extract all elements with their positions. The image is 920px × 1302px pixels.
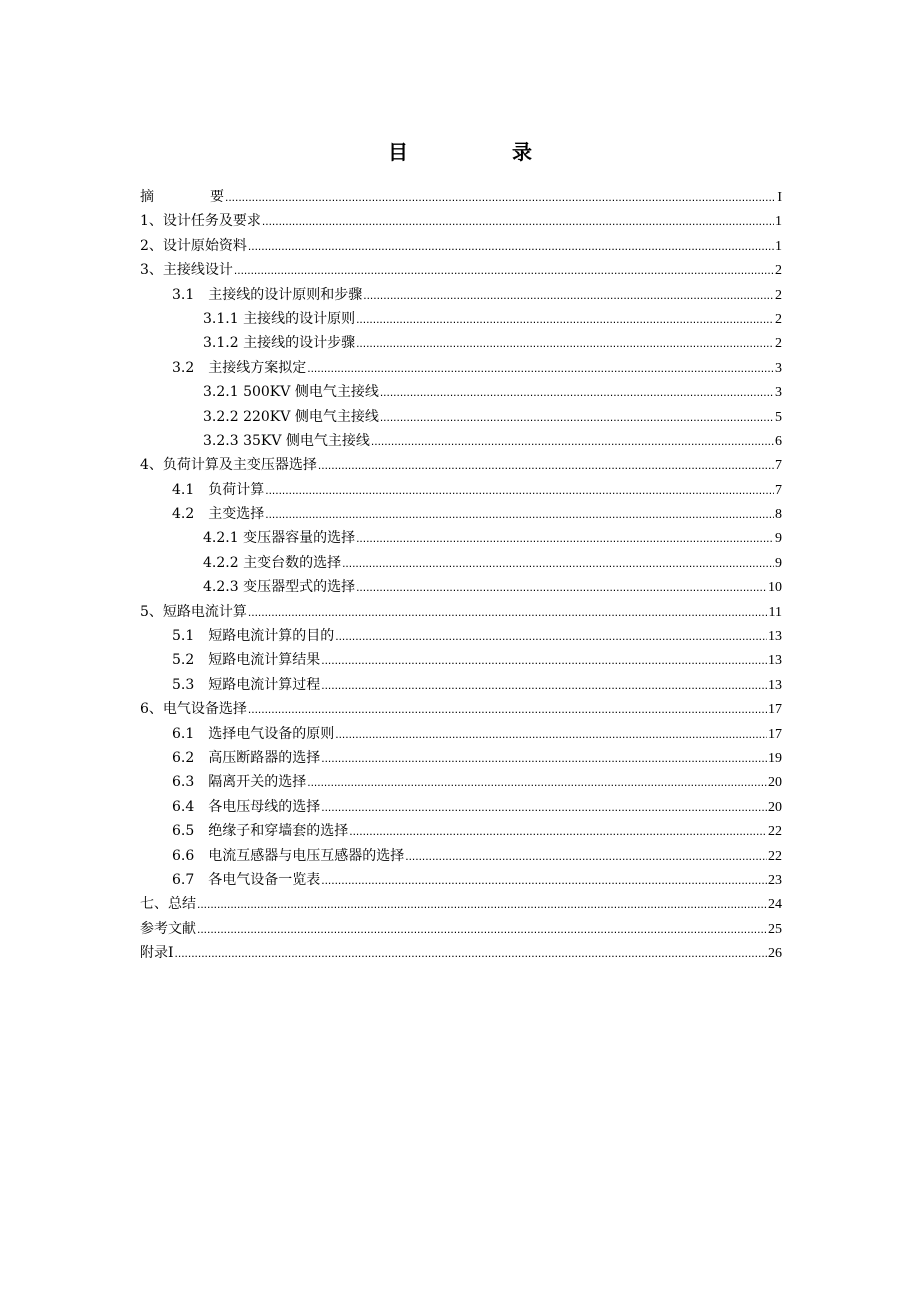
toc-entry-page-number: 6	[775, 433, 782, 449]
toc-entry[interactable]	[140, 674, 782, 698]
toc-entry-label: 摘 要	[140, 189, 224, 205]
toc-entry-page-number: 20	[768, 799, 782, 815]
toc-entry-page-number: 5	[775, 409, 782, 425]
toc-entry-page-number: 17	[768, 726, 782, 742]
toc-entry[interactable]	[140, 454, 782, 478]
toc-leader-dots	[321, 678, 767, 692]
toc-leader-dots	[380, 385, 774, 399]
toc-entry[interactable]	[140, 771, 782, 795]
toc-entry-page-number: 13	[768, 653, 782, 669]
toc-leader-dots	[318, 458, 774, 472]
toc-leader-dots	[380, 410, 774, 424]
toc-entry-label: 6.4 各电压母线的选择	[172, 798, 321, 815]
toc-leader-dots	[363, 288, 774, 302]
toc-leader-dots	[342, 556, 774, 570]
toc-leader-dots	[307, 361, 774, 375]
toc-entry[interactable]	[140, 796, 782, 820]
toc-entry-label: 1、设计任务及要求	[140, 213, 261, 230]
toc-entry-page-number: 2	[775, 336, 782, 352]
toc-entry-label: 5.2 短路电流计算结果	[172, 652, 321, 669]
toc-entry[interactable]	[140, 942, 782, 966]
toc-entry[interactable]	[140, 503, 782, 527]
toc-entry-label: 3.2.1 500KV 侧电气主接线	[203, 384, 379, 401]
toc-leader-dots	[349, 824, 767, 838]
toc-leader-dots	[371, 434, 774, 448]
toc-entry[interactable]	[140, 235, 782, 259]
toc-entry[interactable]	[140, 357, 782, 381]
toc-entry-label: 6.2 高压断路器的选择	[172, 749, 321, 766]
toc-leader-dots	[321, 800, 767, 814]
toc-entry-label: 6.5 绝缘子和穿墙套的选择	[172, 823, 349, 840]
toc-entry-label: 6.7 各电气设备一览表	[172, 871, 321, 888]
toc-entry-label: 2、设计原始资料	[140, 237, 247, 254]
toc-entry[interactable]	[140, 259, 782, 283]
toc-entry-page-number: 8	[775, 507, 782, 523]
toc-entry-label: 4.2.2 主变台数的选择	[203, 554, 342, 571]
toc-entry[interactable]	[140, 332, 782, 356]
toc-leader-dots	[321, 751, 767, 765]
toc-entry-label: 6、电气设备选择	[140, 701, 247, 718]
toc-entry-page-number: 19	[768, 750, 782, 766]
toc-entry[interactable]	[140, 601, 782, 625]
toc-entry[interactable]	[140, 845, 782, 869]
toc-entry[interactable]	[140, 210, 782, 234]
toc-entry-label: 3.2 主接线方案拟定	[172, 359, 307, 376]
toc-entry-label: 3.1.2 主接线的设计步骤	[203, 335, 356, 352]
toc-leader-dots	[321, 873, 767, 887]
toc-entry-page-number: 23	[768, 872, 782, 888]
toc-entry-page-number: 22	[768, 848, 782, 864]
toc-entry[interactable]	[140, 649, 782, 673]
toc-leader-dots	[197, 897, 767, 911]
toc-entry-page-number: 9	[775, 531, 782, 547]
toc-entry[interactable]	[140, 820, 782, 844]
toc-entry-label: 七、总结	[140, 896, 196, 913]
toc-entry-label: 参考文献	[140, 920, 196, 937]
toc-entry[interactable]	[140, 747, 782, 771]
toc-entry-page-number: 7	[775, 482, 782, 498]
toc-leader-dots	[405, 849, 767, 863]
toc-leader-dots	[356, 580, 767, 594]
toc-leader-dots	[225, 190, 776, 204]
toc-entry-label: 附录Ⅰ	[140, 945, 174, 962]
toc-entry[interactable]	[140, 893, 782, 917]
toc-entry-page-number: 2	[775, 287, 782, 303]
toc-entry-label: 4.1 负荷计算	[172, 481, 265, 498]
toc-leader-dots	[356, 336, 774, 350]
toc-entry-page-number: 11	[768, 604, 782, 620]
toc-entry-page-number: 25	[768, 921, 782, 937]
toc-entry-label: 4.2.1 变压器容量的选择	[203, 530, 356, 547]
toc-leader-dots	[262, 214, 774, 228]
toc-entry[interactable]	[140, 625, 782, 649]
toc-entry-label: 5、短路电流计算	[140, 603, 247, 620]
toc-entry-page-number: 22	[768, 824, 782, 840]
toc-entry-page-number: 24	[768, 897, 782, 913]
toc-entry-page-number: 3	[775, 385, 782, 401]
toc-leader-dots	[248, 239, 774, 253]
toc-entry-label: 6.1 选择电气设备的原则	[172, 725, 335, 742]
toc-entry[interactable]	[140, 723, 782, 747]
toc-leader-dots	[335, 727, 767, 741]
toc-entry-page-number: 9	[775, 555, 782, 571]
toc-title: 目 录	[388, 140, 574, 164]
toc-entry-page-number: 7	[775, 458, 782, 474]
toc-entry-page-number: 17	[768, 702, 782, 718]
toc-entry[interactable]	[140, 918, 782, 942]
toc-entry[interactable]	[140, 284, 782, 308]
toc-entry[interactable]	[140, 430, 782, 454]
toc-entry-page-number: 20	[768, 775, 782, 791]
toc-entry-label: 3.1.1 主接线的设计原则	[203, 310, 356, 327]
toc-entry-label: 5.1 短路电流计算的目的	[172, 628, 335, 645]
toc-leader-dots	[321, 653, 767, 667]
toc-entry-label: 4、负荷计算及主变压器选择	[140, 457, 317, 474]
toc-leader-dots	[335, 629, 767, 643]
toc-leader-dots	[265, 507, 774, 521]
toc-entry[interactable]	[140, 308, 782, 332]
toc-entry[interactable]	[140, 698, 782, 722]
toc-entry-page-number: 10	[768, 580, 782, 596]
toc-leader-dots	[265, 483, 774, 497]
toc-entry[interactable]	[140, 186, 782, 210]
toc-entry-page-number: 13	[768, 677, 782, 693]
toc-entry[interactable]	[140, 406, 782, 430]
toc-leader-dots	[356, 312, 774, 326]
toc-entry[interactable]	[140, 552, 782, 576]
toc-entry[interactable]	[140, 576, 782, 600]
toc-entry-label: 6.6 电流互感器与电压互感器的选择	[172, 847, 405, 864]
toc-entry-page-number: 13	[768, 629, 782, 645]
toc-leader-dots	[356, 531, 774, 545]
toc-entry-label: 3.2.3 35KV 侧电气主接线	[203, 432, 370, 449]
toc-leader-dots	[307, 775, 767, 789]
toc-leader-dots	[248, 605, 768, 619]
toc-entry[interactable]	[140, 869, 782, 893]
toc-entry-page-number: 1	[775, 238, 782, 254]
toc-entry-page-number: I	[777, 190, 782, 205]
toc-entry-label: 3.1 主接线的设计原则和步骤	[172, 286, 363, 303]
toc-entry-page-number: 3	[775, 360, 782, 376]
toc-leader-dots	[197, 922, 767, 936]
toc-entry-page-number: 2	[775, 311, 782, 327]
toc-entry-label: 3、主接线设计	[140, 262, 233, 279]
toc-entry-page-number: 26	[768, 946, 782, 962]
toc-list	[140, 186, 782, 967]
toc-entry-label: 4.2 主变选择	[172, 506, 265, 523]
toc-entry-label: 5.3 短路电流计算过程	[172, 676, 321, 693]
toc-leader-dots	[175, 946, 767, 960]
toc-entry-label: 6.3 隔离开关的选择	[172, 774, 307, 791]
toc-leader-dots	[234, 263, 774, 277]
toc-entry-label: 4.2.3 变压器型式的选择	[203, 579, 356, 596]
toc-entry-page-number: 1	[775, 214, 782, 230]
toc-leader-dots	[248, 702, 767, 716]
toc-entry[interactable]	[140, 527, 782, 551]
toc-entry[interactable]	[140, 479, 782, 503]
toc-entry-page-number: 2	[775, 263, 782, 279]
toc-entry-label: 3.2.2 220KV 侧电气主接线	[203, 408, 379, 425]
toc-entry[interactable]	[140, 381, 782, 405]
